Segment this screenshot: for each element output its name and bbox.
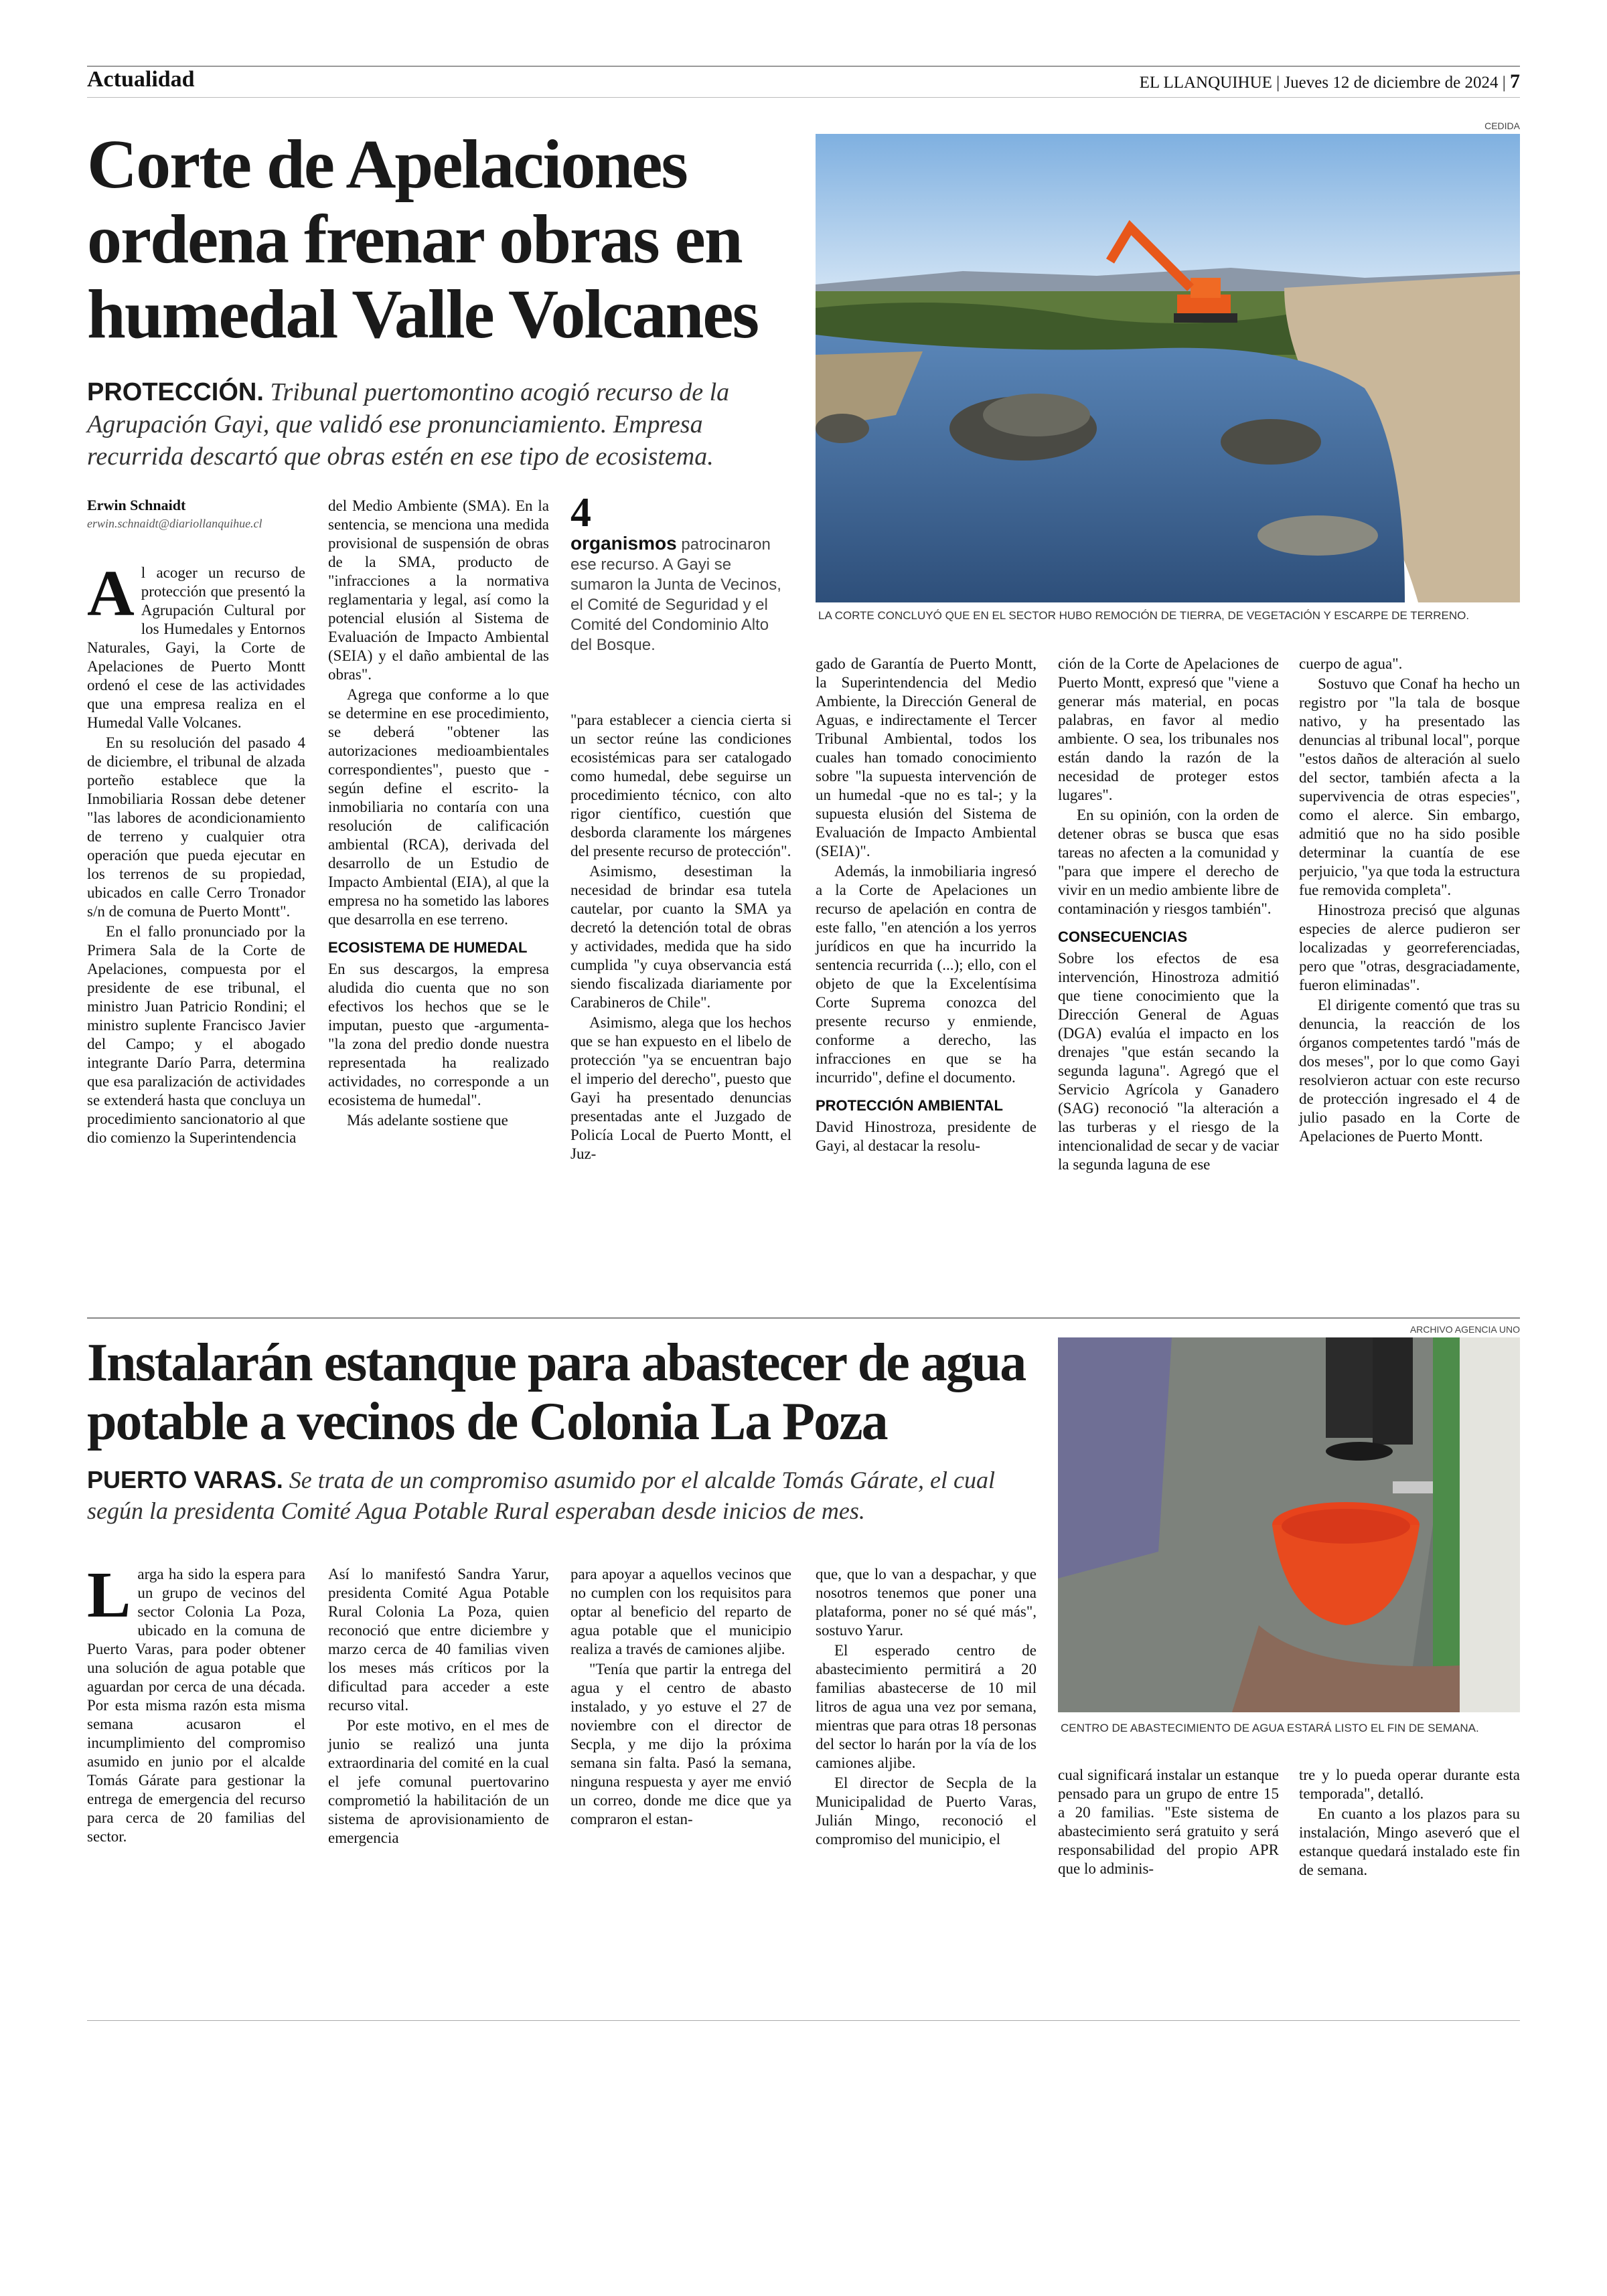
bottom-rule <box>87 2020 1520 2021</box>
article2-col5 <box>1058 1766 1279 1880</box>
article1-kicker: PROTECCIÓN. <box>87 378 264 406</box>
top-rule <box>87 66 1520 67</box>
article1-headline: Corte de Apelaciones ordena frenar obras en humedal Valle Volcanes <box>87 126 759 353</box>
subhead-ecosistema: ECOSISTEMA DE HUMEDAL <box>328 939 528 956</box>
paragraph: Hinostroza precisó que algunas especies de alerce pudieron ser localizadas y georreferenciadas, pero que "otras, desgraciadamente, fueron eliminadas". <box>1299 902 1520 993</box>
article2-deck <box>87 1465 1045 1526</box>
stat-number: 4 <box>570 490 591 536</box>
paragraph: para apoyar a aquellos vecinos que no cumplen con los requisitos para optar al beneficio del reparto de agua potable que el municipio realiza a través de camiones aljibe. <box>570 1566 791 1657</box>
paragraph: El esperado centro de abastecimiento permitirá a 20 familias abastecerse de 10 mil litros de agua una vez por semana, mientras que para otras 18 personas del sector lo harán por la vía de los camiones aljibe. <box>816 1642 1037 1771</box>
paragraph: Asimismo, desestiman la necesidad de brindar esa tutela cautelar, por cuanto la SMA ya decretó la detención total de obras y actividades, medida que ha sido cumplida "y cuya observancia está siendo fiscalizada diariamente por Carabineros de Chile". <box>570 863 791 1011</box>
paragraph: cuerpo de agua". <box>1299 655 1403 672</box>
paragraph: tre y lo pueda operar durante esta temporada", detalló. <box>1299 1767 1520 1802</box>
paragraph: Así lo manifestó Sandra Yarur, presidenta Comité Agua Potable Rural Colonia La Poza, quien reconoció que entre diciembre y marzo cerca de 40 familias viven los meses más críticos por la dificultad para acceder a este recurso vital. <box>328 1566 549 1714</box>
paragraph: cual significará instalar un estanque pensado para un grupo de entre 15 a 20 familias. "Este sistema de abastecimiento será gratuito y será responsabilidad del propio APR que lo adminis- <box>1058 1767 1279 1877</box>
paragraph: Más adelante sostiene que <box>347 1112 508 1129</box>
paper-name: EL LLANQUIHUE <box>1139 74 1272 92</box>
paragraph: En el fallo pronunciado por la Primera Sala de la Corte de Apelaciones, compuesta por el presidente de ese tribunal, el ministro Juan Patricio Rondini; el ministro suplente Francisco Javier del Campo; y el abogado integrante Darío Parra, determina que esa paralización de actividades se extenderá hasta que concluya un procedimiento sancionatorio al que dio comienzo la Superintendencia <box>87 923 305 1146</box>
issue-date: Jueves 12 de diciembre de 2024 <box>1284 74 1499 92</box>
drop-cap: L <box>87 1559 131 1631</box>
article1-col2 <box>328 497 549 1131</box>
paragraph: En su opinión, con la orden de detener obras se busca que esas tareas no afecten a la comunidad y "para que impere el derecho de vivir en un medio ambiente libre de contaminación y riesgos también". <box>1058 807 1279 917</box>
paragraph: ción de la Corte de Apelaciones de Puerto Montt, expresó que "viene a generar más material, en pocas palabras, en favor al medio ambiente. O sea, los tribunales nos están dando la razón de la necesidad de proteger estos lugares". <box>1058 655 1279 803</box>
stat-text: patrocinaron ese recurso. A Gayi se sumaron la Junta de Vecinos, el Comité de Seguridad y el Comité del Condominio Alto del Bosque. <box>570 536 781 654</box>
article-divider <box>87 1317 1520 1319</box>
author-name: Erwin Schnaidt <box>87 497 186 513</box>
paragraph: que, que lo van a despachar, y que nosotros tenemos que poner una plataforma, poner no sé qué más", sostuvo Yarur. <box>816 1566 1037 1639</box>
article2-headline: Instalarán estanque para abastecer de agua potable a vecinos de Colonia La Poza <box>87 1333 1026 1451</box>
paragraph: En su resolución del pasado 4 de diciembre, el tribunal de alzada porteño establece que la Inmobiliaria Rossan debe detener "las labores de acondicionamiento de terreno y cualquier otra operación que pueda ejecutar en los terrenos de su propiedad, ubicados en calle Cerro Tronador s/n de comuna de Puerto Montt". <box>87 734 305 920</box>
paragraph: Además, la inmobiliaria ingresó a la Corte de Apelaciones un recurso de apelación en contra de este fallo, "en atención a los yerros jurídicos en que ha incurrido la sentencia recurrida (...); ello, con el objeto de que la Excelentísima Corte Suprema conozca del presente recurso y enmiende, conforme a derecho, las infracciones en que se ha incurrido", define el documento. <box>816 863 1037 1086</box>
article1-caption: LA CORTE CONCLUYÓ QUE EN EL SECTOR HUBO REMOCIÓN DE TIERRA, DE VEGETACIÓN Y ESCARPE DE TERRENO. <box>818 609 1470 622</box>
article2-photo <box>1058 1337 1520 1712</box>
paragraph: gado de Garantía de Puerto Montt, la Superintendencia del Medio Ambiente, la Dirección General de Aguas, e indirectamente el Tercer Tribunal Ambiental, todos los cuales han tomado conocimiento sobre "la supuesta intervención de un humedal -que no es tal-; y la supuesta elusión del Sistema de Evaluación de Impacto Ambiental (SEIA)". <box>816 655 1037 859</box>
paragraph: l acoger un recurso de protección que presentó la Agrupación Cultural por los Humedales y Entornos Naturales, Gayi, la Corte de Apelaciones de Puerto Montt ordenó el cese de las actividades que una empresa realiza en el Humedal Valle Volcanes. <box>87 564 305 731</box>
article1-col1 <box>87 558 305 1149</box>
article1-col4 <box>816 655 1037 1157</box>
article1-deck <box>87 376 797 473</box>
paragraph: "Tenía que partir la entrega del agua y el centro de abasto instalado, y yo estuve el 27 de noviembre con el director de Secpla, y me dijo la próxima semana sin falta. Pasó la semana, ninguna respuesta y ayer me envió un correo, donde me dice que ya compraron el estan- <box>570 1661 791 1827</box>
article2-col3 <box>570 1565 791 1830</box>
article1-photo <box>816 134 1520 602</box>
water-bucket-image <box>1058 1337 1520 1712</box>
paragraph: El director de Secpla de la Municipalidad de Puerto Varas, Julián Mingo, reconoció el compromiso del municipio, el <box>816 1775 1037 1848</box>
author-email: erwin.schnaidt@diariollanquihue.cl <box>87 517 262 530</box>
paragraph: Por este motivo, en el mes de junio se realizó una junta extraordinaria del comité en la cual el jefe comunal puertovarino comprometió la habilitación de un sistema de aprovisionamiento de emergencia <box>328 1717 549 1846</box>
article1-photo-credit: CEDIDA <box>1484 120 1520 131</box>
byline <box>87 497 335 531</box>
section-label: Actualidad <box>87 67 195 92</box>
paragraph: Sostuvo que Conaf ha hecho un registro por "la tala de bosque nativo, y ha presentado las denuncias al tribunal local", porque "estos daños de alteración al suelo del sector, también afecta a la supervivencia de otras especies", como el alerce. Sin embargo, admitió que no ha sido posible determinar la cuantía de ese perjuicio, "ya que toda la estructura fue removida completa". <box>1299 675 1520 898</box>
paragraph: del Medio Ambiente (SMA). En la sentencia, se menciona una medida provisional de suspensión de obras de la SMA, producto de "infracciones a la normativa reglamentaria y legal, así como la potencial elusión al Sistema de Evaluación de Impacto Ambiental (SEIA) y el daño ambiental de las obras". <box>328 497 549 683</box>
stat-word: organismos <box>570 533 677 554</box>
article2-deck-text: Se trata de un compromiso asumido por el alcalde Tomás Gárate, el cual según la presidenta Comité Agua Potable Rural esperaban desde inicios de mes. <box>87 1467 995 1524</box>
folio: EL LLANQUIHUE | Jueves 12 de diciembre de 2024 | 7 <box>1139 70 1520 92</box>
article1-col6 <box>1299 655 1520 1147</box>
article1-deck-text: Tribunal puertomontino acogió recurso de la Agrupación Gayi, que validó ese pronunciamiento. Empresa recurrida descartó que obras estén en ese tipo de ecosistema. <box>87 378 730 471</box>
article2-col4 <box>816 1565 1037 1850</box>
article2-col1 <box>87 1559 305 1848</box>
paragraph: Asimismo, alega que los hechos que se han expuesto en el libelo de protección "ya se encuentran bajo el imperio del derecho", puesto que Gayi ha presentado denuncias presentadas ante el Juzgado de Policía Local de Puerto Montt, el Juz- <box>570 1014 791 1162</box>
article2-photo-credit: ARCHIVO AGENCIA UNO <box>1409 1324 1520 1335</box>
article2-kicker: PUERTO VARAS. <box>87 1466 283 1493</box>
paragraph: En cuanto a los plazos para su instalación, Mingo aseveró que el estanque quedará instalado este fin de semana. <box>1299 1805 1520 1878</box>
paragraph: El dirigente comentó que tras su denuncia, la reacción de los órganos competentes tardó "más de dos meses", por lo que como Gayi resolvieron actuar con este recurso de protección ingresado el 4 de julio pasado en la Corte de Apelaciones de Puerto Montt. <box>1299 997 1520 1145</box>
paragraph: Sobre los efectos de esa intervención, Hinostroza admitió que tiene conocimiento que la Dirección General de Aguas (DGA) evalúa el impacto en los drenajes "que están secando la segunda laguna". Agregó que el Servicio Agrícola y Ganadero (SAG) reconoció "la alteración a las turberas y el riesgo de la intencionalidad de secar y de vaciar la segunda laguna de ese <box>1058 950 1279 1173</box>
subhead-proteccion: PROTECCIÓN AMBIENTAL <box>816 1097 1003 1114</box>
paragraph: arga ha sido la espera para un grupo de vecinos del sector Colonia La Poza, ubicado en la comuna de Puerto Varas, para poder obtener una solución de agua potable que aguardan por cerca de una década. Por esta misma razón esta misma semana acusaron el incumplimiento del compromiso asumido en junio por el alcalde Tomás Gárate para gestionar la entrega de emergencia del recurso para cerca de 20 familias del sector. <box>87 1566 305 1845</box>
header-rule <box>87 97 1520 98</box>
paragraph: En sus descargos, la empresa aludida dio cuenta que no son efectivos los hechos que se le imputan, puesto que -argumenta- "la zona del predio donde nuestra representada ha realizado actividades, no corresponde a un ecosistema de humedal". <box>328 961 549 1109</box>
article1-col5 <box>1058 655 1279 1175</box>
stat-box <box>570 492 791 655</box>
article2-col2 <box>328 1565 549 1849</box>
article2-caption: CENTRO DE ABASTECIMIENTO DE AGUA ESTARÁ LISTO EL FIN DE SEMANA. <box>1061 1722 1479 1734</box>
drop-cap: A <box>87 558 135 630</box>
paragraph: Agrega que conforme a lo que se determine en ese procedimiento, se deberá "obtener las autorizaciones medioambientales correspondientes", puesto que -según define el escrito- la inmobiliaria no contaría con una resolución de calificación ambiental (RCA), derivada del desarrollo de un Estudio de Impacto Ambiental (EIA), al que la empresa no ha sometido las labores que desarrolla en ese terreno. <box>328 686 549 928</box>
paragraph: "para establecer a ciencia cierta si un sector reúne las condiciones ecosistémicas para ser catalogado como humedal, debe seguirse un procedimiento técnico, con alto rigor científico, cuestión que desborda claramente los márgenes del presente recurso de protección". <box>570 712 791 859</box>
subhead-consecuencias: CONSECUENCIAS <box>1058 928 1188 945</box>
page-number: 7 <box>1510 70 1520 92</box>
article1-col3 <box>570 711 791 1165</box>
paragraph: David Hinostroza, presidente de Gayi, al destacar la resolu- <box>816 1119 1037 1154</box>
wetland-excavator-image <box>816 134 1520 602</box>
article2-col6 <box>1299 1766 1520 1881</box>
